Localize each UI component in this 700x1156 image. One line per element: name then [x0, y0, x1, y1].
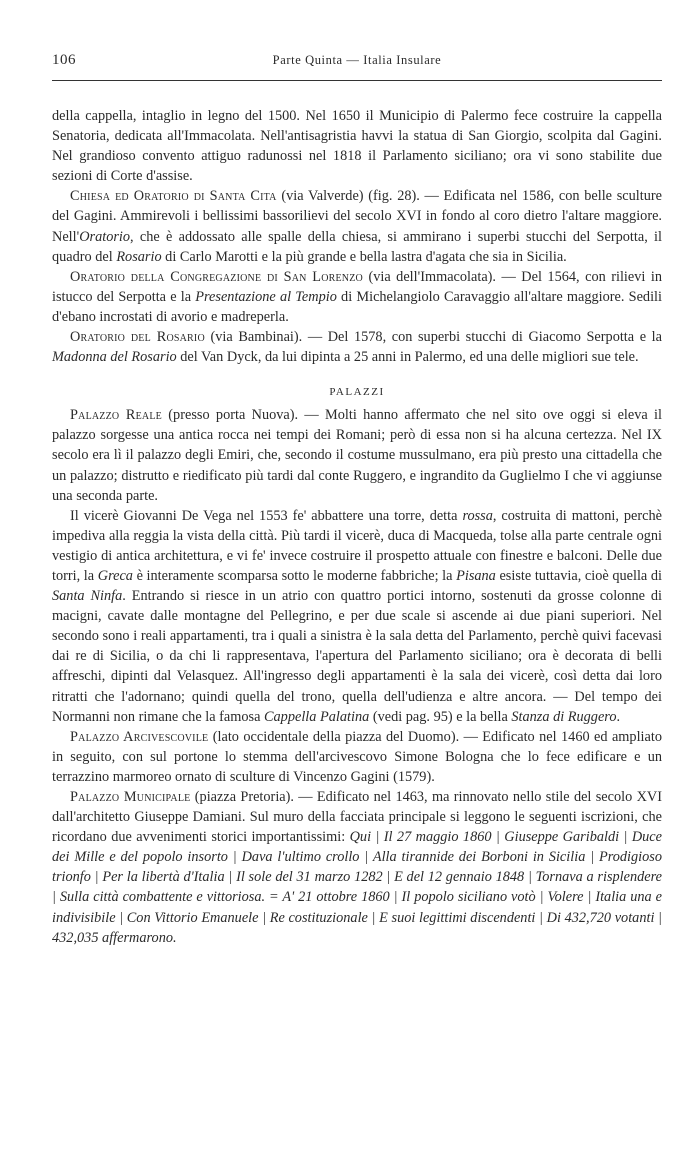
entry-heading: Chiesa ed Oratorio di Santa Cita [70, 188, 277, 205]
page-number: 106 [52, 52, 76, 68]
entry-heading: Palazzo Arcivescovile [70, 728, 209, 745]
paragraph-san-lorenzo: Oratorio della Congregazione di San Lorenzo (via dell'Immacolata). — Del 1564, con rilievi in istucco del Serpotta e la Presentazione al Tempio di Michelangiolo Caravaggio all'altare maggiore. Sedili d'ebano incrostati di avorio e madreperla. [52, 268, 662, 325]
inscription-text: Qui | Il 27 maggio 1860 | Giuseppe Garibaldi | Duce dei Mille e del popolo insorto | Dava l'ultimo crollo | Alla tirannide dei Borboni in Sicilia | Prodigioso trionfo | Per la libertà d'Italia | Il sole del 31 marzo 1282 | E del 12 gennaio 1848 | Tornava a risplendere | Sulla città combattente e vittoriosa. = A' 21 ottobre 1860 | Il popolo siciliano votò | Volere | Italia una e indivisibile | Con Vittorio Emanuele | Re costituzionale | E suoi legittimi discendenti | Di 432,720 votanti | 432,035 affermarono. [52, 829, 662, 946]
running-title: Parte Quinta — Italia Insulare [272, 53, 442, 67]
paragraph-municipale: Palazzo Municipale (piazza Pretoria). — Edificato nel 1463, ma rinnovato nello stile del secolo XVI dall'architetto Giuseppe Damiani. Sul muro della facciata principale si leggono le seguenti iscrizioni, che ricordano due avvenimenti storici importantissimi: Qui | Il 27 maggio 1860 | Giuseppe Garibaldi | Duce dei Mille e del popolo insorto | Dava l'ultimo crollo | Alla tirannide dei Borboni in Sicilia | Prodigioso trionfo | Per la libertà d'Italia | Il sole del 31 marzo 1282 | E del 12 gennaio 1848 | Tornava a risplendere | Sulla città combattente e vittoriosa. = A' 21 ottobre 1860 | Il popolo siciliano votò | Volere | Italia una e indivisibile | Con Vittorio Emanuele | Re costituzionale | E suoi legittimi discendenti | Di 432,720 votanti | 432,035 affermarono. [52, 789, 662, 946]
header-rule [52, 80, 662, 81]
paragraph-vicere: Il vicerè Giovanni De Vega nel 1553 fe' abbattere una torre, detta rossa, costruita di mattoni, perchè impediva alla reggia la vista della città. Più tardi il vicerè, duca di Macqueda, tolse alla parte centrale ogni vestigio di antica architettura, e vi fe' invece costruire il prospetto attuale con finestre e balconi. Delle due torri, la Greca è interamente scomparsa sotto le moderne fabbriche; la Pisana esiste tuttavia, cioè quella di Santa Ninfa. Entrando si riesce in un atrio con quattro portici intorno, sostenuti da grosse colonne di macigni, cavate dalle montagne del Pellegrino, e per due scale si ascende ai due piani superiori. Nel secondo sono i reali appartamenti, tra i quali a sinistra è la sala detta del Parlamento, perchè quivi facevasi dai re di Sicilia, o da chi li rappresentava, l'apertura del Parlamento siciliano; ora è decorata di belli affreschi, dipinti dal Velasquez. All'ingresso degli appartamenti è la sala dei vicerè, così detta dai loro ritratti che l'adornano; quindi quella del trono, quella dell'udienza e altre ancora. — Del tempo dei Normanni non rimane che la famosa Cappella Palatina (vedi pag. 95) e la bella Stanza di Ruggero. [52, 507, 663, 725]
section-heading-palazzi: PALAZZI [329, 386, 385, 399]
paragraph-palazzo-reale: Palazzo Reale (presso porta Nuova). — Molti hanno affermato che nel sito ove oggi si eleva il palazzo sorgesse una antica rocca nei tempi dei Romani; però di essa non si ha alcuna certezza. Nel IX secolo era lì il palazzo degli Emiri, che, secondo il costume mussulmano, era più presto una cittadella che un palazzo; distrutto e riedificato più tardi dal conte Ruggero, e ingrandito da Guglielmo I che vi aggiunse una seconda parte. [52, 407, 662, 504]
page-body [52, 106, 662, 948]
entry-heading: Oratorio del Rosario [70, 329, 205, 346]
paragraph-santa-cita: Chiesa ed Oratorio di Santa Cita (via Valverde) (fig. 28). — Edificata nel 1586, con belle sculture del Gagini. Ammirevoli i bellissimi bassorilievi del secolo XVI in fondo al coro dietro l'altare maggiore. Nell'Oratorio, che è addossato alle spalle della chiesa, si ammirano i superbi stucchi del Serpotta, il quadro del Rosario di Carlo Marotti e la più grande e bella lastra d'agata che sia in Sicilia. [52, 188, 662, 265]
paragraph-arcivescovile: Palazzo Arcivescovile (lato occidentale della piazza del Duomo). — Edificato nel 1460 ed ampliato in seguito, con sul portone lo stemma dell'arcivescovo Simone Bologna che lo fece edificare e un terrazzino marmoreo ornato di sculture di Vincenzo Gagini (1579). [52, 728, 662, 785]
entry-heading: Oratorio della Congregazione di San Lorenzo [70, 268, 363, 285]
paragraph-convent: della cappella, intaglio in legno del 1500. Nel 1650 il Municipio di Palermo fece costruire la cappella Senatoria, dedicata all'Immacolata. Nell'antisagristia havvi la statua di San Giorgio, scolpita dal Gagini. Nel grandioso convento attiguo radunossi nel 1818 il Parlamento siciliano; ora vi sono stabilite due sezioni di Corte d'assise. [52, 108, 662, 185]
page-header [52, 52, 662, 76]
entry-heading: Palazzo Reale [70, 407, 162, 424]
entry-heading: Palazzo Municipale [70, 789, 191, 805]
paragraph-rosario: Oratorio del Rosario (via Bambinai). — Del 1578, con superbi stucchi di Giacomo Serpotta e la Madonna del Rosario del Van Dyck, da lui dipinta a 25 anni in Palermo, ed una delle migliori sue tele. [52, 329, 662, 366]
